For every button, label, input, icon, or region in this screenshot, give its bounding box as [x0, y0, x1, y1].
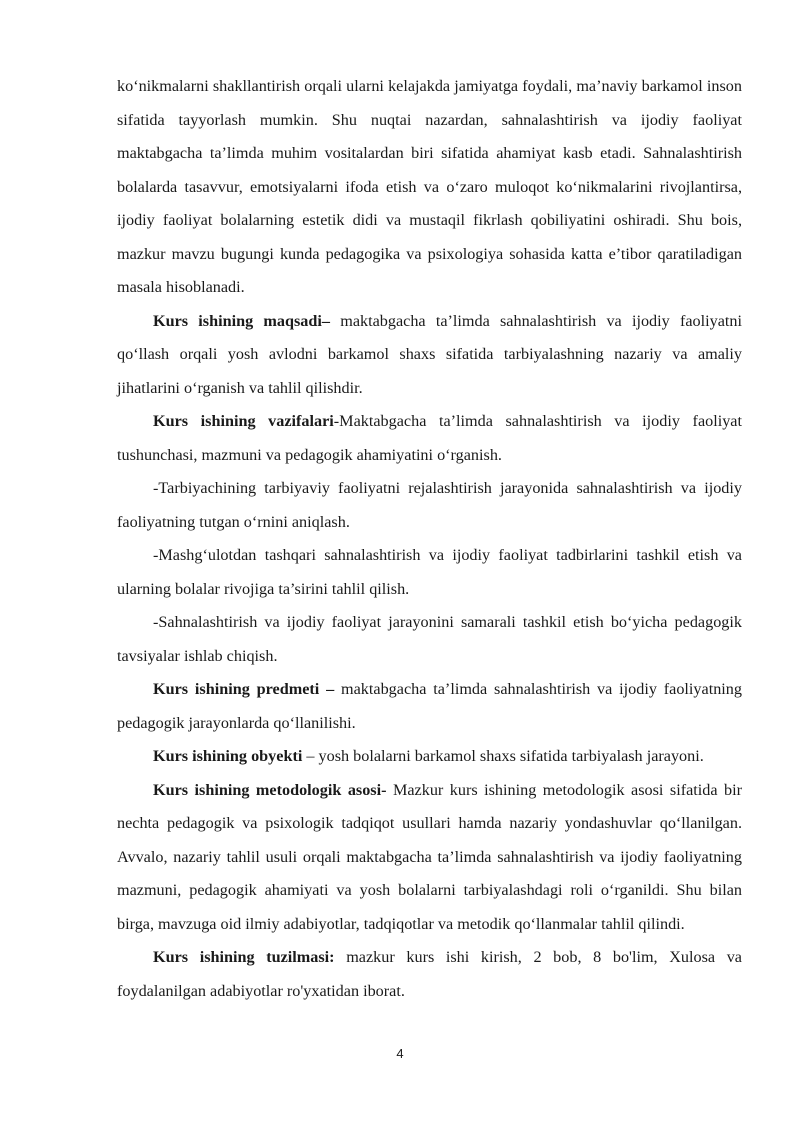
goal-label: Kurs ishining maqsadi– — [153, 311, 330, 330]
subject-label: Kurs ishining predmeti – — [153, 680, 335, 698]
goal-text: maktabgacha ta’limda sahnalashtirish va ijodiy faoliyatni qo‘llash orqali yosh avlodni barkamol shaxs sifatida tarbiyalashning nazariy va amaliy jihatlarini o‘rganish va tahlil qilishdir. — [117, 311, 742, 397]
subject-text: maktabgacha ta’limda sahnalashtirish va ijodiy faoliyatning pedagogik jarayonlarda qo‘llanilishi. — [117, 680, 742, 732]
methodology-paragraph — [117, 774, 742, 942]
methodology-text: Mazkur kurs ishining metodologik asosi sifatida bir nechta pedagogik va psixologik tadqiqot usullari hamda nazariy yondashuvlar qo‘llanilgan. Avvalo, nazariy tahlil usuli orqali maktabgacha ta’limda sahnalashtirish va ijodiy faoliyatning mazmuni, pedagogik ahamiyati va yosh bolalarni tarbiyalashdagi roli o‘rganildi. Shu bilan birga, mavzuga oid ilmiy adabiyotlar, tadqiqotlar va metodik qo‘llanmalar tahlil qilindi. — [117, 780, 742, 933]
tasks-text: -Maktabgacha ta’limda sahnalashtirish va ijodiy faoliyat tushunchasi, mazmuni va pedagogik ahamiyatini o‘rganish. — [117, 412, 742, 464]
task-item: -Tarbiyachining tarbiyaviy faoliyatni rejalashtirish jarayonida sahnalashtirish va ijodiy faoliyatning tutgan o‘rnini aniqlash. — [117, 479, 742, 531]
intro-paragraph: ko‘nikmalarni shakllantirish orqali ularni kelajakda jamiyatga foydali, ma’naviy barkamol inson sifatida tayyorlash mumkin. Shu nuqtai nazardan, sahnalashtirish va ijodiy faoliyat maktabgacha ta’limda muhim vositalardan biri sifatida ahamiyat kasb etadi. Sahnalashtirish bolalarda tasavvur, emotsiyalarni ifoda etish va o‘zaro muloqot ko‘nikmalarini rivojlantirsa, ijodiy faoliyat bolalarning estetik didi va mustaqil fikrlash qobiliyatini oshiradi. Shu bois, mazkur mavzu bugungi kunda pedagogika va psixologiya sohasida katta e’tibor qaratiladigan masala hisoblanadi. — [117, 77, 742, 296]
task-item: -Mashg‘ulotdan tashqari sahnalashtirish va ijodiy faoliyat tadbirlarini tashkil etish va ularning bolalar rivojiga ta’sirini tahlil qilish. — [117, 546, 742, 598]
structure-text: mazkur kurs ishi kirish, 2 bob, 8 bo'lim, Xulosa va foydalanilgan adabiyotlar ro'yxatidan iborat. — [117, 948, 742, 1000]
tasks-paragraph — [117, 405, 742, 472]
tasks-label: Kurs ishining vazifalari — [153, 412, 334, 430]
methodology-label: Kurs ishining metodologik asosi- — [153, 780, 387, 799]
task-item: -Sahnalashtirish va ijodiy faoliyat jarayonini samarali tashkil etish bo‘yicha pedagogik tavsiyalar ishlab chiqish. — [117, 613, 742, 665]
page-number: 4 — [396, 1046, 404, 1061]
structure-paragraph — [117, 941, 742, 1008]
object-text: – yosh bolalarni barkamol shaxs sifatida tarbiyalash jarayoni. — [302, 747, 704, 765]
goal-paragraph — [117, 305, 742, 406]
object-paragraph — [117, 740, 742, 774]
subject-paragraph — [117, 673, 742, 740]
object-label: Kurs ishining obyekti — [153, 747, 303, 765]
structure-label: Kurs ishining tuzilmasi: — [153, 948, 335, 966]
